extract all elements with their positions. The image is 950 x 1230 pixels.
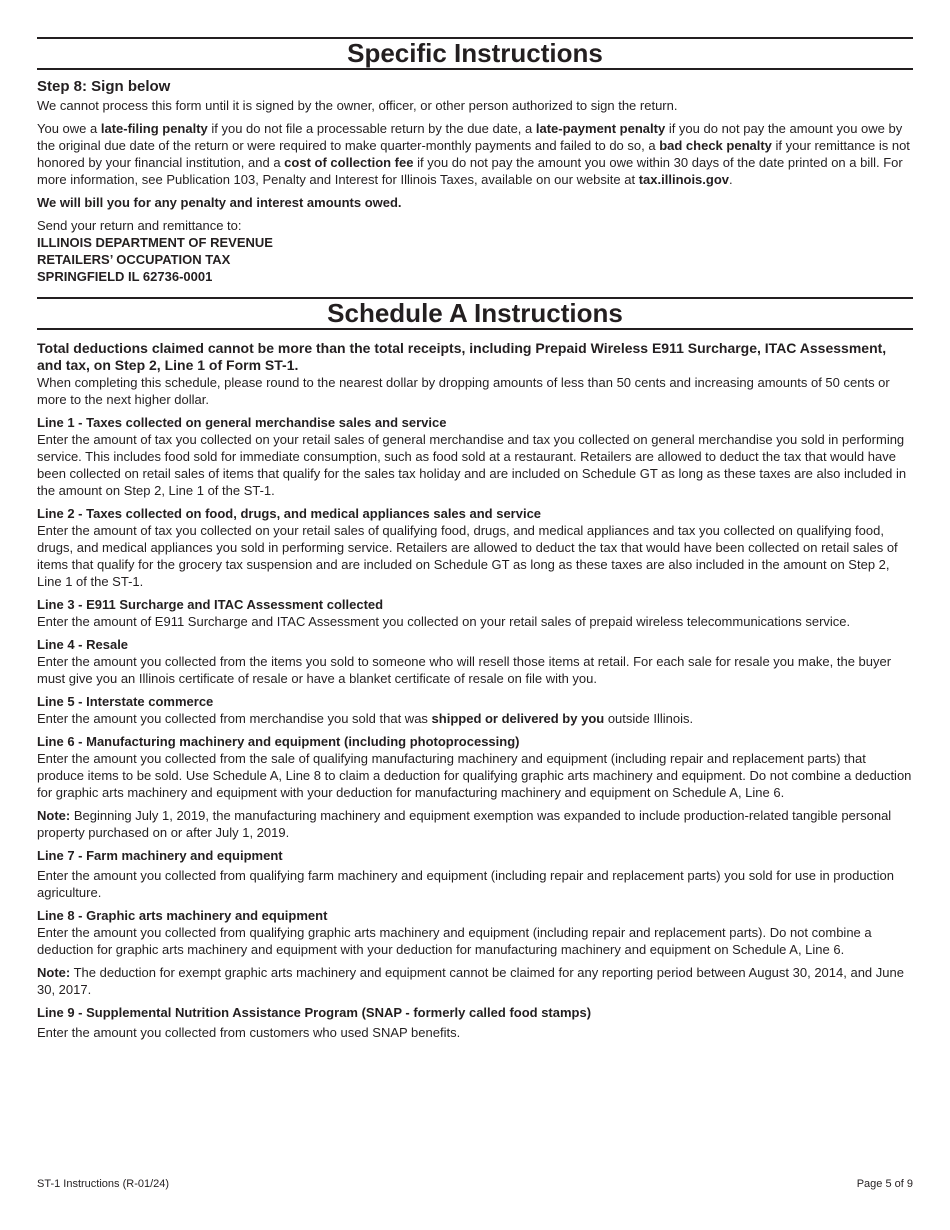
page-content <box>37 37 913 1047</box>
line-7-heading: Line 7 - Farm machinery and equipment <box>37 848 283 863</box>
line-4-text: Enter the amount you collected from the items you sold to someone who will resell those items at retail. For each sale for resale you make, the buyer must give you an Illinois certificate of resale or have a blanket certificate of resale on file with you. <box>37 654 892 686</box>
billing-notice: We will bill you for any penalty and interest amounts owed. <box>37 195 402 210</box>
step8-heading: Step 8: Sign below <box>37 78 171 95</box>
line-7-text: Enter the amount you collected from qualifying farm machinery and equipment (including repair and replacement parts) you sold for use in production agriculture. <box>37 868 895 900</box>
line-6-note: Note: Beginning July 1, 2019, the manufacturing machinery and equipment exemption was expanded to include production-related tangible personal property purchased on or after July 1, 2019. <box>37 808 892 840</box>
line-1-heading: Line 1 - Taxes collected on general merchandise sales and service <box>37 415 447 430</box>
page-footer <box>37 1176 913 1193</box>
line-9-heading: Line 9 - Supplemental Nutrition Assistance Program (SNAP - formerly called food stamps) <box>37 1005 592 1020</box>
line-5-heading: Line 5 - Interstate commerce <box>37 694 214 709</box>
line-2-text: Enter the amount of tax you collected on your retail sales of qualifying food, drugs, and medical appliances and tax you collected on qualifying food, drugs, and medical appliances you sold in performing service. Retailers are allowed to deduct the tax that would have been collected on retail sales of items that qualify for the grocery tax suspension and are included on Schedule GT as long as these taxes are also included in the amount on Step 2, Line 1 of the ST-1. <box>37 523 898 589</box>
line-4-heading: Line 4 - Resale <box>37 637 129 652</box>
page-number: Page 5 of 9 <box>856 1178 913 1190</box>
mailing-address: Send your return and remittance to: ILLINOIS DEPARTMENT OF REVENUE RETAILERS’ OCCUPATION TAX SPRINGFIELD IL 62736-0001 <box>37 218 273 284</box>
line-3-heading: Line 3 - E911 Surcharge and ITAC Assessment collected <box>37 597 384 612</box>
website-link[interactable]: tax.illinois.gov <box>638 172 730 187</box>
line-8-heading: Line 8 - Graphic arts machinery and equipment <box>37 908 328 923</box>
line-5-text: Enter the amount you collected from merchandise you sold that was shipped or delivered by you outside Illinois. <box>37 711 694 726</box>
deduction-limit-notice: Total deductions claimed cannot be more than the total receipts, including Prepaid Wireless E911 Surcharge, ITAC Assessment, and tax, on Step 2, Line 1 of Form ST-1. <box>37 340 887 373</box>
line-9-text: Enter the amount you collected from customers who used SNAP benefits. <box>37 1025 461 1040</box>
section-title-schedule-a: Schedule A Instructions <box>37 297 913 330</box>
rounding-instruction: When completing this schedule, please round to the nearest dollar by dropping amounts of less than 50 cents and increasing amounts of 50 cents or more to the next higher dollar. <box>37 375 890 407</box>
line-6-text: Enter the amount you collected from the sale of qualifying manufacturing machinery and equipment (including repair and replacement parts) that produce items to be sold. Use Schedule A, Line 8 to claim a deduction for qualifying graphic arts machinery and equipment. Do not combine a deduction for graphic arts machinery and equipment with your deduction for manufacturing machinery and equipment on Schedule A, Line 6. <box>37 751 912 800</box>
line-6-heading: Line 6 - Manufacturing machinery and equipment (including photoprocessing) <box>37 734 520 749</box>
line-1-text: Enter the amount of tax you collected on your retail sales of general merchandise and tax you collected on general merchandise you sold in performing service. This includes food sold for immediate consumption, such as food sold at a restaurant. Retailers are allowed to deduct the tax that would have been collected on retail sales of items that qualify for the sales tax holiday and are included on Schedule GT as long as these taxes are also included in the amount on Step 2, Line 1 of the ST-1. <box>37 432 907 498</box>
section-title-specific: Specific Instructions <box>37 37 913 70</box>
penalty-paragraph: You owe a late-filing penalty if you do not file a processable return by the due date, a late-payment penalty if you do not pay the amount you owe by the original due date of the return or were required to make quarter-monthly payments and failed to do so, a bad check penalty if your remittance is not honored by your financial institution, and a cost of collection fee if you do not pay the amount you owe within 30 days of the date printed on a bill. For more information, see Publication 103, Penalty and Interest for Illinois Taxes, available on our website at tax.illinois.gov. <box>37 121 910 187</box>
line-8-note: Note: The deduction for exempt graphic arts machinery and equipment cannot be claimed for any reporting period between August 30, 2014, and June 30, 2017. <box>37 965 904 997</box>
form-id: ST-1 Instructions (R-01/24) <box>37 1178 170 1190</box>
line-3-text: Enter the amount of E911 Surcharge and ITAC Assessment you collected on your retail sales of prepaid wireless telecommunications service. <box>37 614 851 629</box>
signature-requirement: We cannot process this form until it is signed by the owner, officer, or other person authorized to sign the return. <box>37 98 678 113</box>
line-2-heading: Line 2 - Taxes collected on food, drugs, and medical appliances sales and service <box>37 506 542 521</box>
line-8-text: Enter the amount you collected from qualifying graphic arts machinery and equipment (including repair and replacement parts). Do not combine a deduction for graphic arts machinery and equipment with your deduction for manufacturing machinery and equipment on Schedule A, Line 6. <box>37 925 872 957</box>
